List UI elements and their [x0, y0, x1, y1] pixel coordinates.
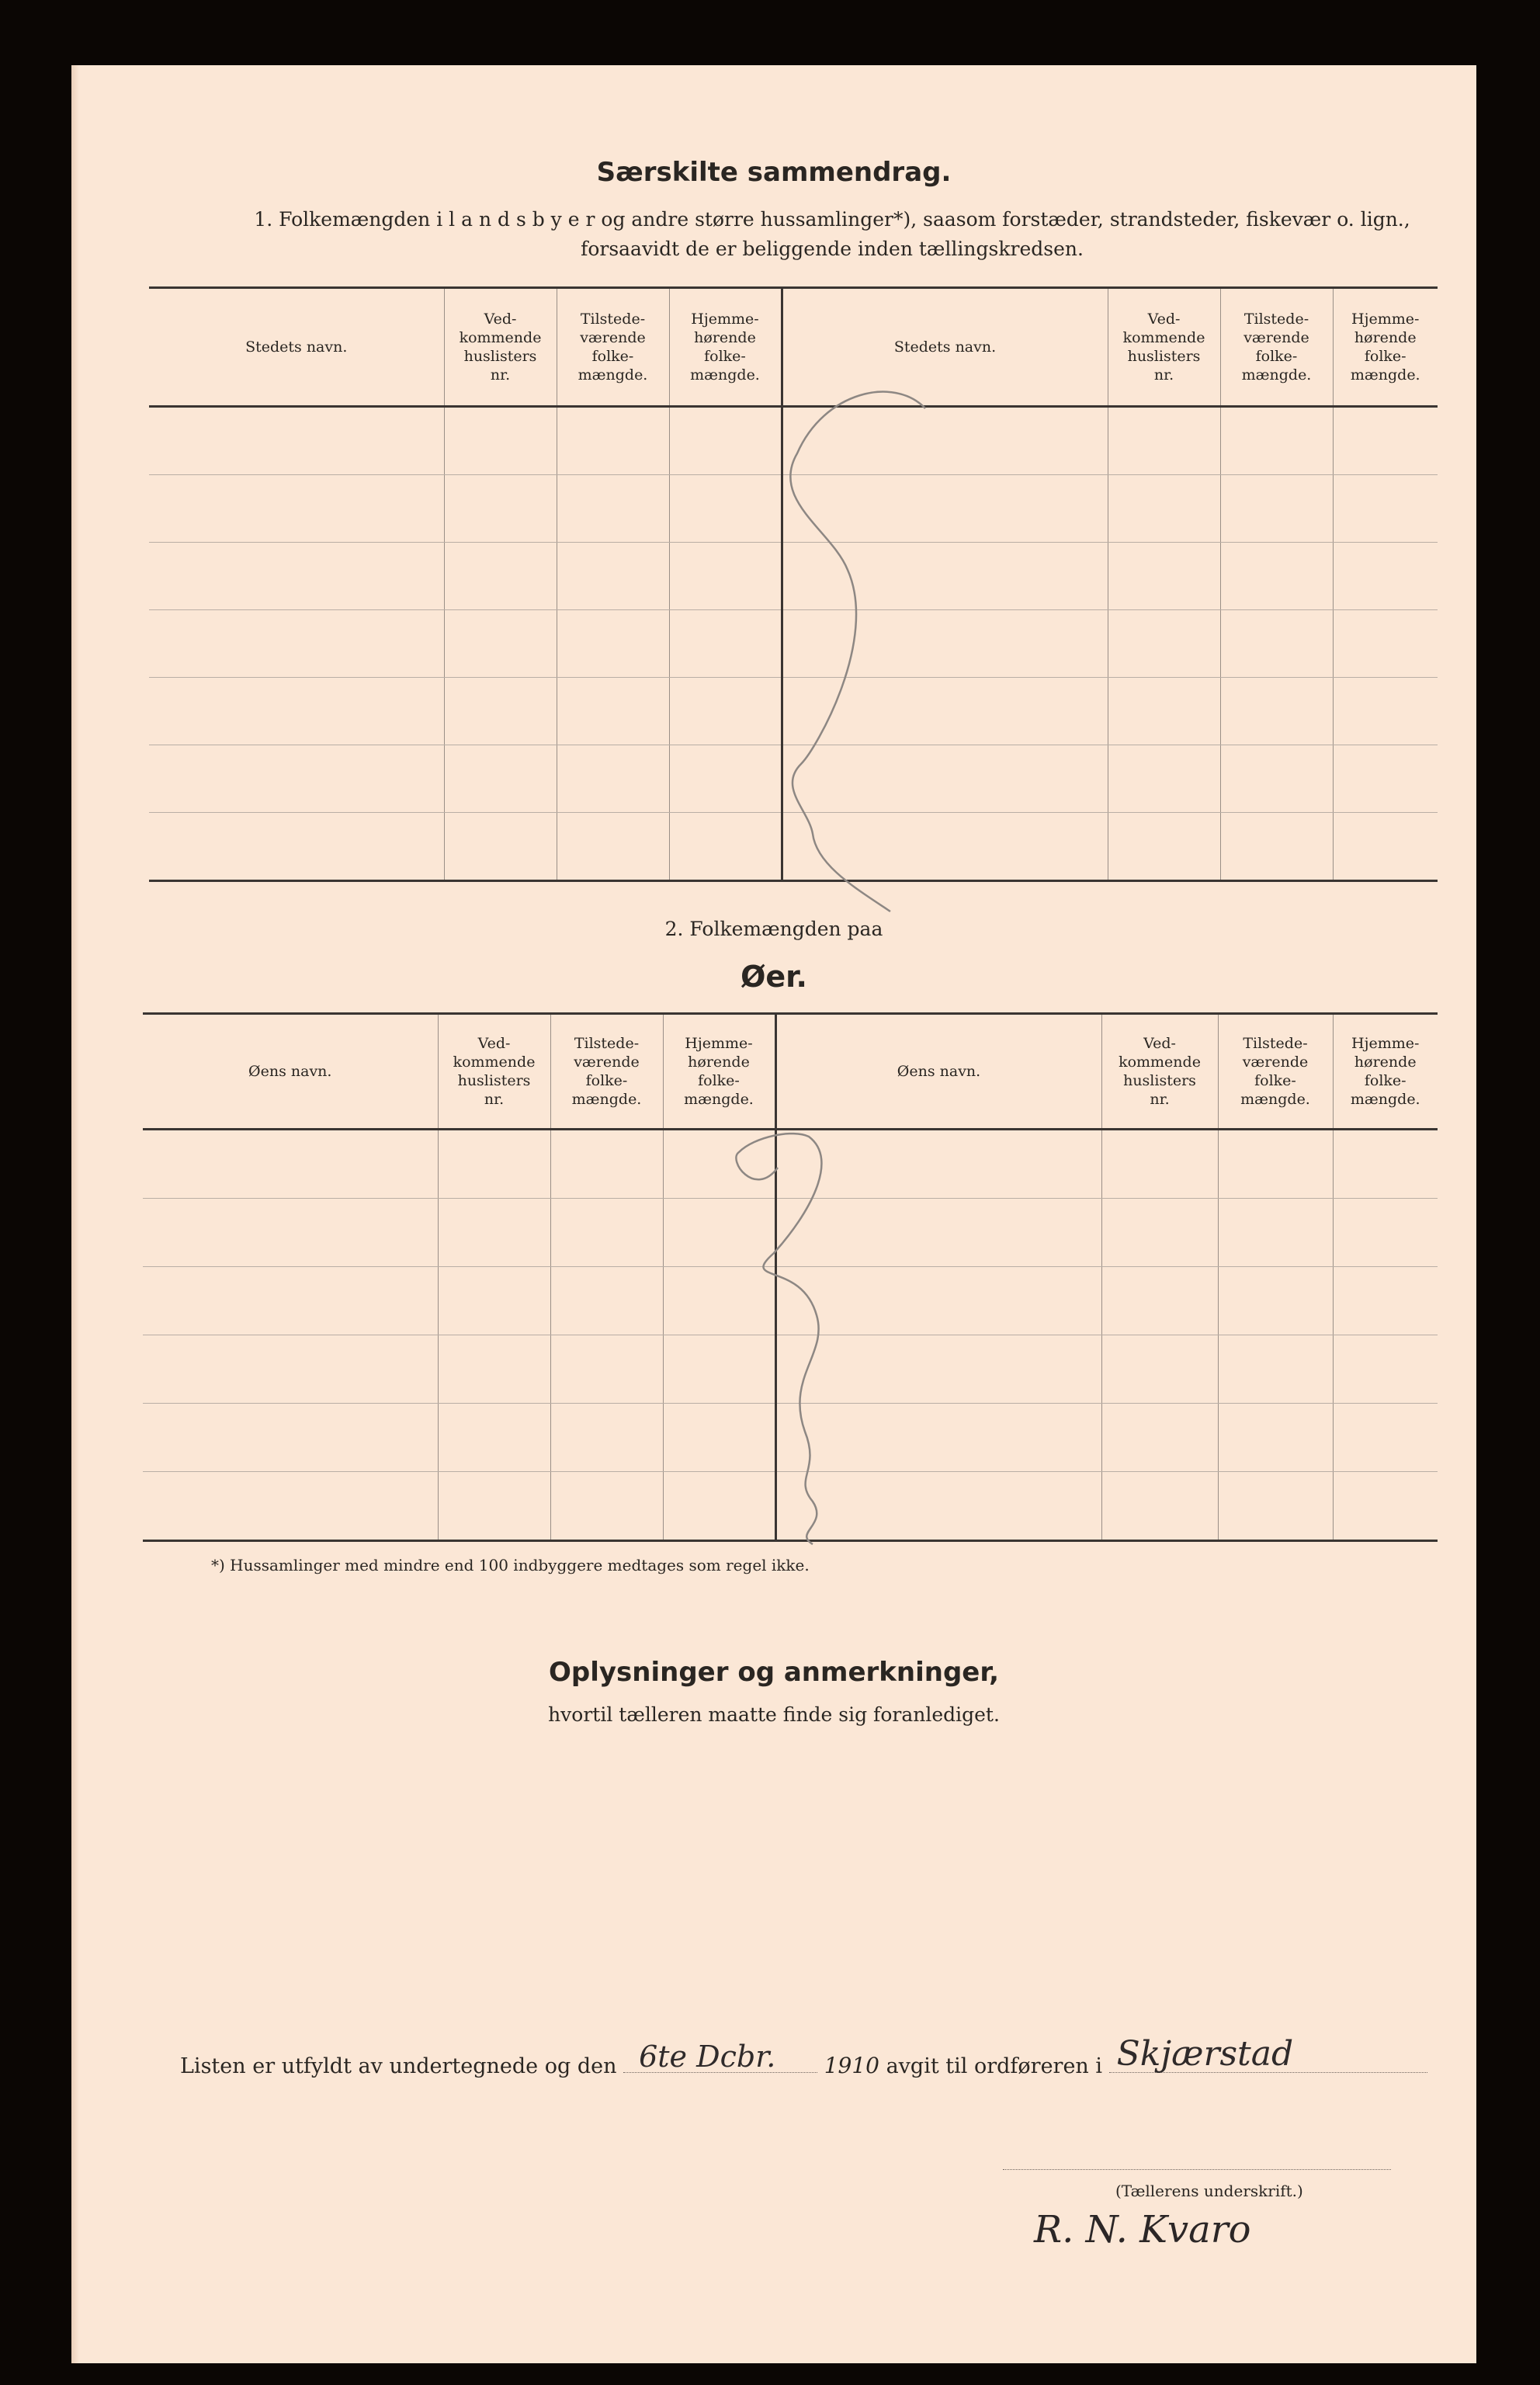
- col-present-population-right: Tilstede- værende folke- mængde.: [1218, 1014, 1333, 1130]
- col-household-list: Ved- kommende huslisters nr.: [444, 288, 557, 407]
- section1-intro: [203, 205, 1461, 264]
- census-form-page: [71, 65, 1476, 2363]
- year-value: 1910: [824, 2053, 879, 2078]
- col-island-name: Øens navn.: [143, 1014, 438, 1130]
- signoff-text-2: avgit til ordføreren i: [886, 2054, 1103, 2078]
- col-present-population: Tilstede- værende folke- mængde.: [557, 288, 669, 407]
- handwritten-date: 6te Dcbr.: [639, 2040, 776, 2074]
- col-resident-population: Hjemme- hørende folke- mængde.: [663, 1014, 775, 1130]
- signature-line: [1003, 2169, 1391, 2170]
- remarks-title: Oplysninger og anmerkninger,: [548, 1657, 1000, 1688]
- remarks-subtitle: hvortil tælleren maatte finde sig foranlediget.: [548, 1703, 1000, 1726]
- section1-line2: forsaavidt de er beliggende inden tællingskredsen.: [581, 238, 1084, 260]
- page-heading: Særskilte sammendrag.: [596, 157, 952, 188]
- date-field: [623, 2040, 817, 2074]
- table-row: [149, 678, 1438, 745]
- col-resident-population: Hjemme- hørende folke- mængde.: [669, 288, 782, 407]
- col-household-list-right: Ved- kommende huslisters nr.: [1108, 288, 1220, 407]
- col-place-name-right: Stedets navn.: [782, 288, 1108, 407]
- table-row: [143, 1267, 1438, 1335]
- table-row: [149, 543, 1438, 610]
- islands-table: [143, 1012, 1438, 1542]
- col-present-population-right: Tilstede- værende folke- mængde.: [1220, 288, 1333, 407]
- handwritten-place: Skjærstad: [1116, 2034, 1294, 2074]
- footnote: *) Hussamlinger med mindre end 100 indbyggere medtages som regel ikke.: [211, 1556, 810, 1574]
- signoff-text-1: Listen er utfyldt av undertegnede og den: [180, 2054, 617, 2078]
- section2-number: 2. Folkemængden paa: [664, 918, 883, 940]
- col-island-name-right: Øens navn.: [775, 1014, 1101, 1130]
- municipality-field: [1109, 2034, 1427, 2074]
- islands-header-row: [143, 1014, 1438, 1130]
- col-resident-population-right: Hjemme- hørende folke- mængde.: [1333, 288, 1438, 407]
- table-row: [143, 1199, 1438, 1267]
- col-household-list-right: Ved- kommende huslisters nr.: [1101, 1014, 1218, 1130]
- villages-header-row: [149, 288, 1438, 407]
- table-row: [149, 475, 1438, 543]
- section2-title: Øer.: [741, 960, 807, 994]
- col-place-name: Stedets navn.: [149, 288, 444, 407]
- table-row: [149, 745, 1438, 813]
- signoff-line: [180, 2034, 1427, 2078]
- col-present-population: Tilstede- værende folke- mængde.: [550, 1014, 663, 1130]
- table-row: [149, 407, 1438, 475]
- enumerator-signature: R. N. Kvaro: [1034, 2208, 1251, 2251]
- table-row: [149, 813, 1438, 881]
- col-resident-population-right: Hjemme- hørende folke- mængde.: [1333, 1014, 1438, 1130]
- section1-line1: 1. Folkemængden i l a n d s b y e r og andre større hussamlinger*), saasom forstæder, strandsteder, fiskevær o. lign.,: [254, 208, 1410, 231]
- col-household-list: Ved- kommende huslisters nr.: [438, 1014, 550, 1130]
- page-edge: [71, 65, 79, 2363]
- table-row: [143, 1472, 1438, 1541]
- table-row: [143, 1335, 1438, 1404]
- villages-table: [149, 286, 1438, 882]
- table-row: [143, 1130, 1438, 1199]
- signature-caption: (Tællerens underskrift.): [1115, 2182, 1303, 2200]
- table-row: [143, 1404, 1438, 1472]
- table-row: [149, 610, 1438, 678]
